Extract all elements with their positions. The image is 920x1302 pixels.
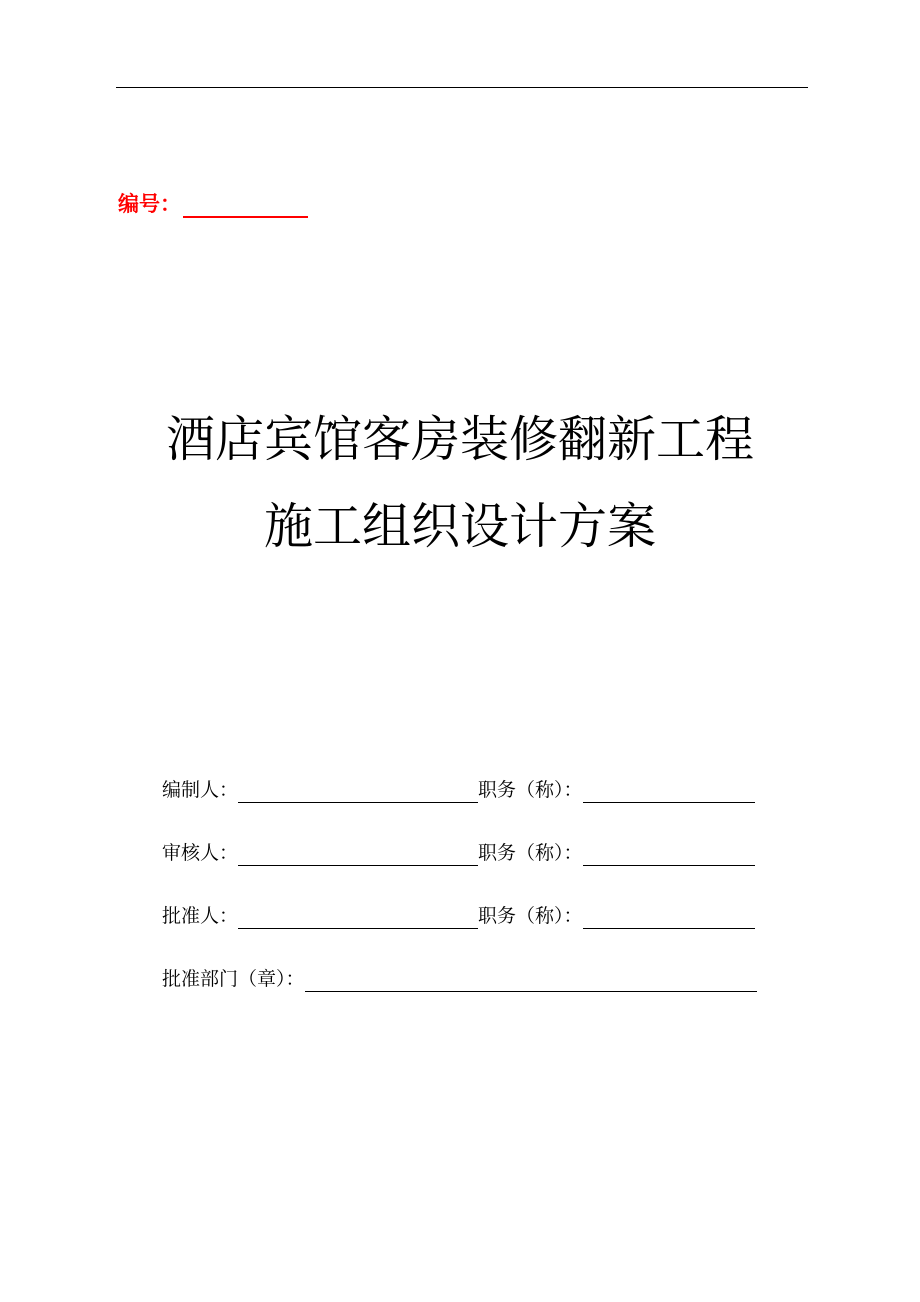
reviewer-row <box>162 838 755 866</box>
reviewer-position-blank[interactable] <box>583 843 755 866</box>
document-title-line-1: 酒店宾馆客房装修翻新工程 <box>165 411 754 468</box>
approver-label: 批准人： <box>162 905 239 927</box>
department-blank[interactable] <box>305 969 757 992</box>
approver-row <box>162 901 755 929</box>
reviewer-blank[interactable] <box>238 843 478 866</box>
department-row <box>162 964 757 992</box>
compiler-blank[interactable] <box>238 780 478 803</box>
compiler-row <box>162 775 755 803</box>
department-label: 批准部门（章）： <box>162 968 305 990</box>
header-rule <box>116 87 808 88</box>
approver-position-label: 职务（称）： <box>478 905 583 927</box>
document-title-line-2: 施工组织设计方案 <box>263 498 656 555</box>
compiler-position-blank[interactable] <box>583 780 755 803</box>
document-number-label: 编号： <box>118 192 181 216</box>
reviewer-position-label: 职务（称）： <box>478 842 583 864</box>
approver-position-blank[interactable] <box>583 906 755 929</box>
compiler-label: 编制人： <box>162 779 239 801</box>
compiler-position-label: 职务（称）： <box>478 779 583 801</box>
document-number-blank[interactable] <box>183 192 308 218</box>
approver-blank[interactable] <box>238 906 478 929</box>
document-number <box>118 188 308 218</box>
reviewer-label: 审核人： <box>162 842 239 864</box>
